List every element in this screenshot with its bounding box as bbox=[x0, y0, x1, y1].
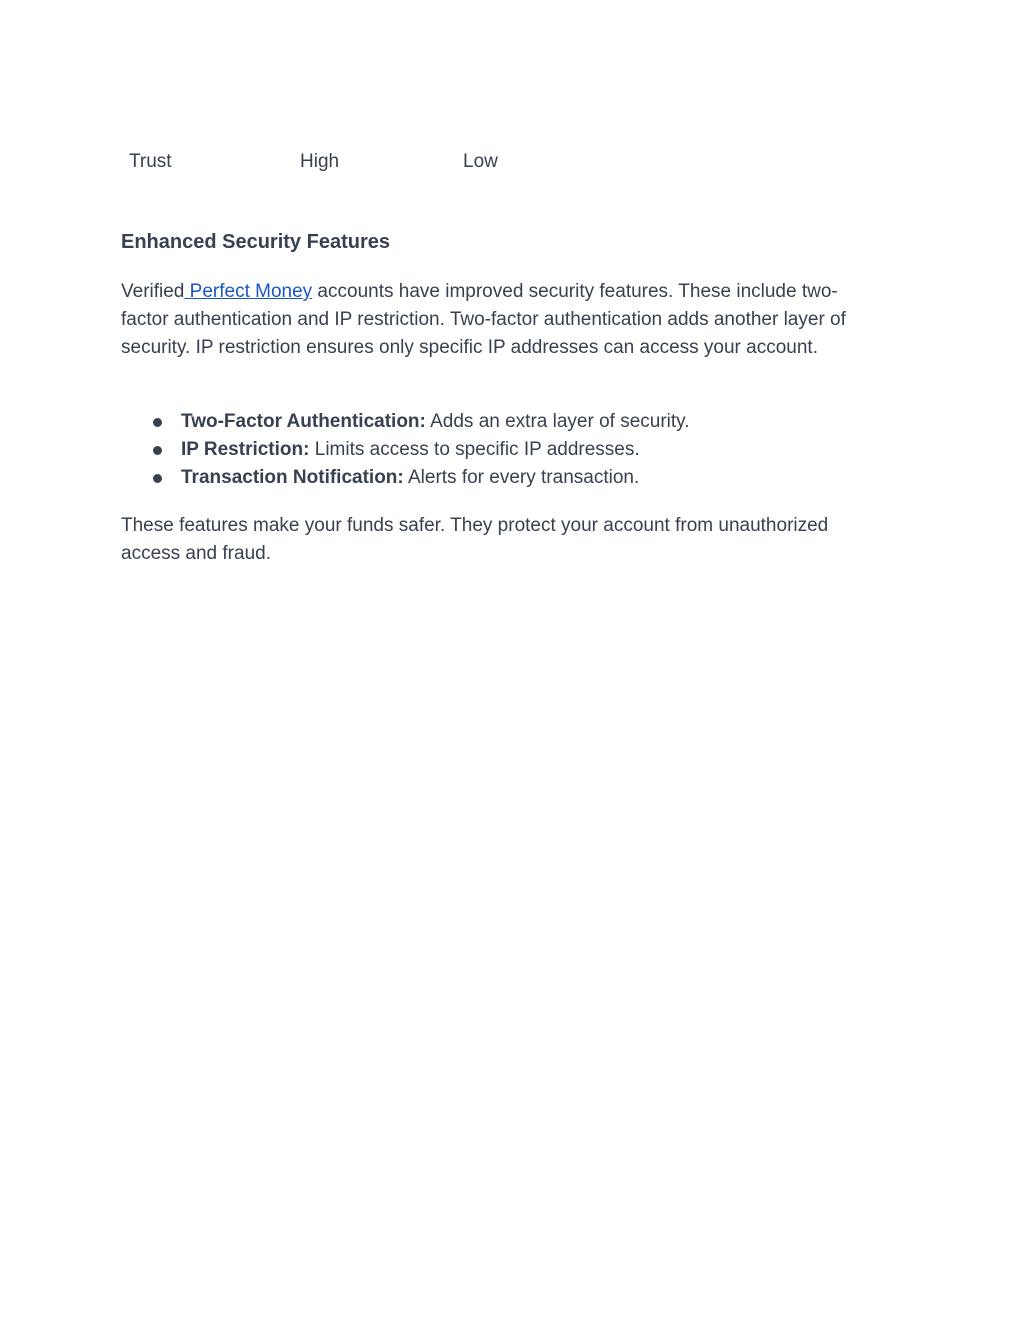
table-cell-high: High bbox=[300, 151, 340, 172]
list-item-term: Two-Factor Authentication: bbox=[181, 411, 426, 432]
list-item-text: Adds an extra layer of security. bbox=[425, 411, 690, 432]
bullet-icon bbox=[153, 474, 162, 483]
list-item-text: Limits access to specific IP addresses. bbox=[309, 438, 640, 460]
list-item bbox=[121, 408, 881, 436]
bullet-icon bbox=[153, 418, 162, 427]
table-cell-low: Low bbox=[463, 151, 498, 172]
list-item-term: Transaction Notification: bbox=[181, 466, 404, 488]
section-heading: Enhanced Security Features bbox=[121, 231, 390, 253]
intro-after-link: accounts have improved security features. These include two-factor authentication and IP restriction. Two-factor authentication adds another layer of security. IP restriction ensures only specific IP addresses can access your account. bbox=[121, 281, 846, 358]
intro-before-link: Verified bbox=[121, 281, 185, 302]
table-cell-trust: Trust bbox=[129, 151, 172, 172]
bullet-icon bbox=[153, 446, 162, 455]
comparison-table-row bbox=[0, 148, 1024, 176]
list-item-term: IP Restriction: bbox=[181, 438, 310, 460]
feature-list bbox=[121, 408, 881, 491]
perfect-money-link[interactable]: Perfect Money bbox=[184, 281, 313, 302]
list-item bbox=[121, 436, 881, 464]
list-item-text: Alerts for every transaction. bbox=[403, 466, 640, 488]
closing-paragraph: These features make your funds safer. They protect your account from unauthorized access and fraud. bbox=[121, 515, 829, 564]
intro-paragraph bbox=[121, 278, 881, 361]
list-item bbox=[121, 464, 881, 492]
